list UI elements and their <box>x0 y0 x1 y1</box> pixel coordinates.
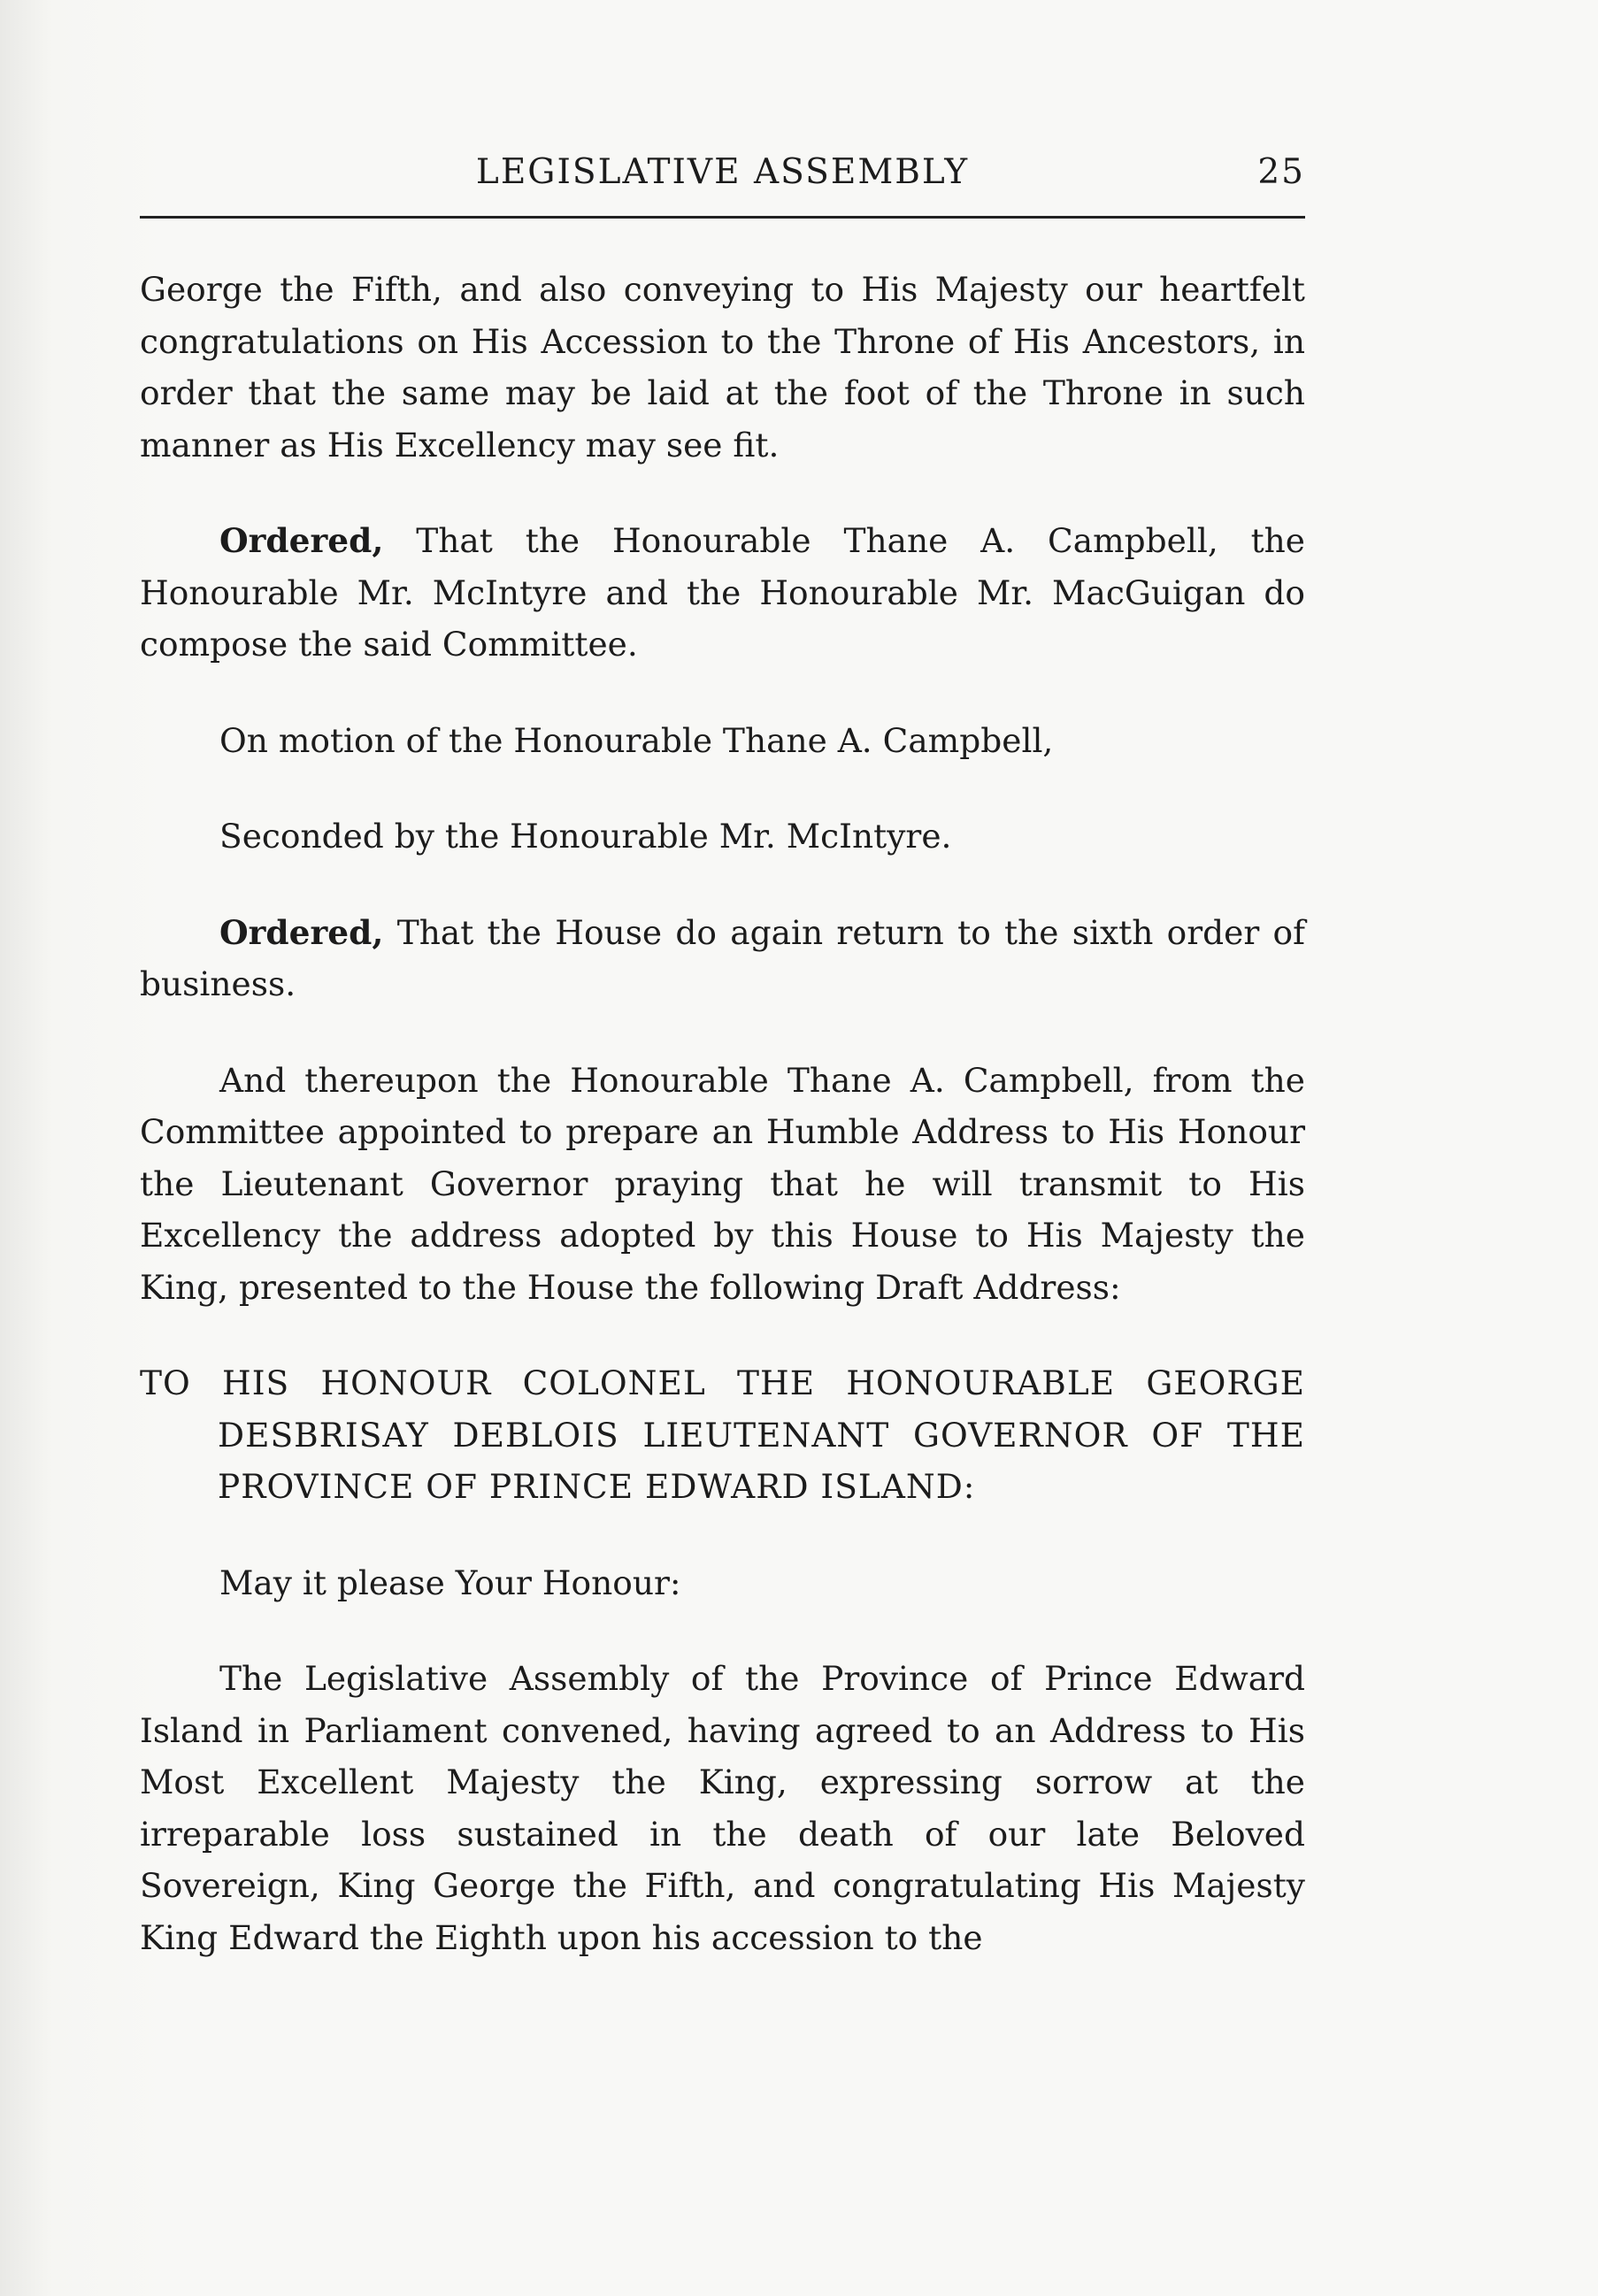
paragraph-motion <box>140 715 1305 767</box>
paragraph-text: George the Fifth, and also conveying to His Majesty our heartfelt congratulations on His Accession to the Throne of His Ancestors, in order that the same may be laid at the foot of the Throne in such manner as His Excellency may see fit. <box>140 270 1305 465</box>
running-title: LEGISLATIVE ASSEMBLY <box>475 152 970 192</box>
paragraph-text: That the Honourable Thane A. Campbell, the Honourable Mr. McIntyre and the Honourable Mr. MacGuigan do compose the said Committee. <box>140 521 1305 664</box>
ordered-lead: Ordered, <box>219 912 384 952</box>
ordered-lead: Ordered, <box>219 521 384 560</box>
paragraph-text: Seconded by the Honourable Mr. McIntyre. <box>219 817 952 856</box>
page-number: 25 <box>1257 152 1305 192</box>
paragraph-text: That the House do again return to the sixth order of business. <box>140 912 1305 1003</box>
paragraph-continuation <box>140 264 1305 471</box>
header-rule <box>140 216 1305 219</box>
paragraph-ordered-return <box>140 907 1305 1010</box>
body-text <box>140 264 1305 1963</box>
paragraph-draft-address <box>140 1055 1305 1314</box>
running-header <box>140 152 1305 205</box>
paragraph-text: On motion of the Honourable Thane A. Campbell, <box>219 720 1054 760</box>
paragraph-seconded <box>140 810 1305 863</box>
paragraph-ordered-committee <box>140 515 1305 671</box>
address-heading: TO HIS HONOUR COLONEL THE HONOURABLE GEORGE DESBRISAY DEBLOIS LIEUTENANT GOVERNOR OF THE PROVINCE OF PRINCE EDWARD ISLAND: <box>140 1363 1305 1506</box>
closing-paragraph: The Legislative Assembly of the Province of Prince Edward Island in Parliament convened, having agreed to an Address to His Most Excellent Majesty the King, expressing sorrow at the irreparable loss sustained in the death of our late Beloved Sovereign, King George the Fifth, and congratulating His Majesty King Edward the Eighth upon his accession to the <box>140 1659 1305 1957</box>
salutation: May it please Your Honour: <box>219 1563 681 1602</box>
paragraph-text: And thereupon the Honourable Thane A. Campbell, from the Committee appointed to prepare an Humble Address to His Honour the Lieutenant Governor praying that he will transmit to His Excellency the address adopted by this House to His Majesty the King, presented to the House the following Draft Address: <box>140 1060 1305 1307</box>
